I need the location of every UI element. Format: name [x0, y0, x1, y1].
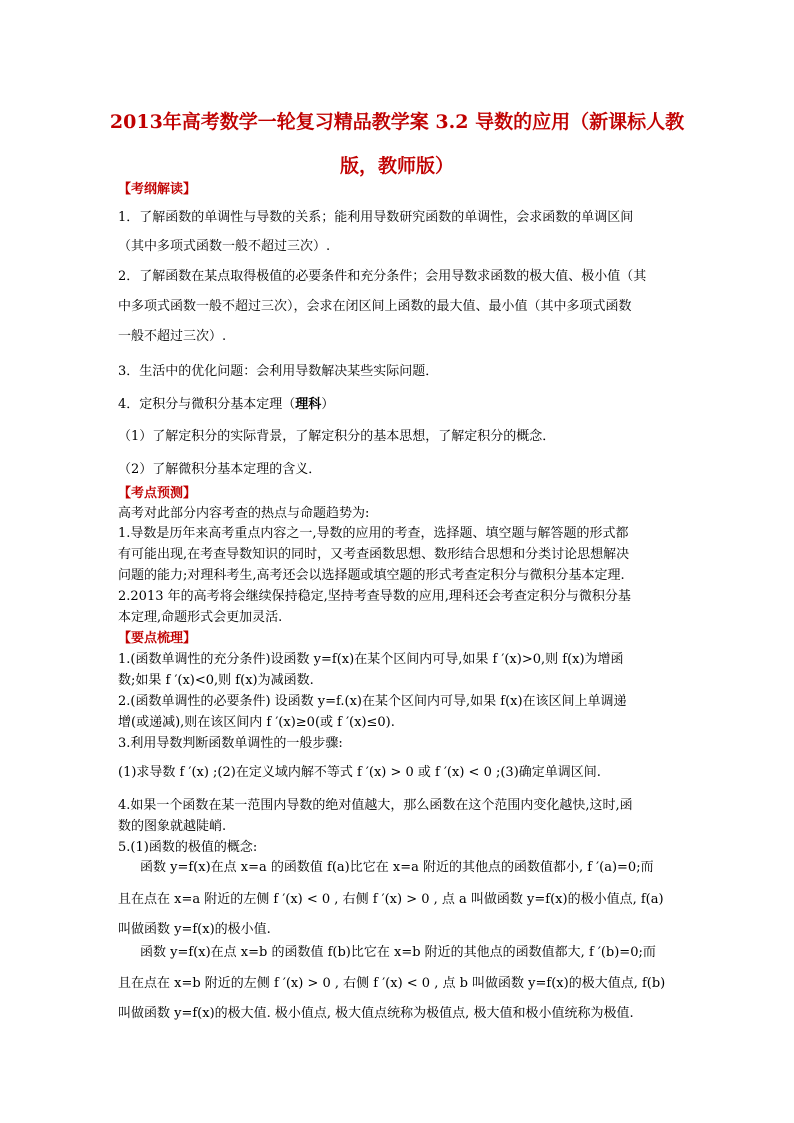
- forecast-line-1: 高考对此部分内容考查的热点与命题趋势为:: [118, 506, 370, 521]
- syllabus-item-1-line-1: 1．了解函数的单调性与导数的关系；能利用导数研究函数的单调性，会求函数的单调区间: [118, 210, 634, 225]
- title-line-2: 版，教师版）: [339, 155, 454, 177]
- forecast-line-2: 1.导数是历年来高考重点内容之一,导数的应用的考查，选择题、填空题与解答题的形式都: [118, 526, 629, 541]
- key-point-3-steps: (1)求导数 f ′(x) ;(2)在定义域内解不等式 f ′(x) > 0 或 f ′(x) < 0 ;(3)确定单调区间.: [118, 765, 601, 780]
- syllabus-item-2-line-1: 2．了解函数在某点取得极值的必要条件和充分条件；会用导数求函数的极大值、极小值（其: [118, 269, 647, 284]
- forecast-line-4: 问题的能力;对理科考生,高考还会以选择题或填空题的形式考查定积分与微积分基本定理.: [118, 568, 625, 583]
- key-point-2-line-1: 2.(函数单调性的必要条件) 设函数 y=f.(x)在某个区间内可导,如果 f(x)在该区间上单调递: [118, 694, 627, 709]
- section-heading-syllabus: 【考纲解读】: [118, 182, 197, 197]
- syllabus-item-4: [118, 396, 698, 414]
- document-title: [100, 100, 694, 188]
- syllabus-item-4-end: ）: [321, 397, 335, 412]
- key-point-4-line-2: 数的图象就越陡峭.: [118, 819, 227, 834]
- forecast-line-5: 2.2013 年的高考将会继续保持稳定,坚持考查导数的应用,理科还会考查定积分与微积分基: [118, 589, 631, 604]
- syllabus-item-4-bold: 理科: [295, 397, 322, 412]
- syllabus-item-4-text: 4．定积分与微积分基本定理（: [118, 397, 296, 412]
- key-point-4-line-1: 4.如果一个函数在某一范围内导数的绝对值越大，那么函数在这个范围内变化越快,这时,函: [118, 798, 633, 813]
- forecast-line-3: 有可能出现,在考查导数知识的同时，又考查函数思想、数形结合思想和分类讨论思想解决: [118, 547, 630, 562]
- forecast-line-6: 本定理,命题形式会更加灵活.: [118, 610, 283, 625]
- key-point-5-minimum-line-1: 函数 y=f(x)在点 x=a 的函数值 f(a)比它在 x=a 附近的其他点的函数值都小, f ′(a)=0;而: [140, 860, 654, 875]
- key-point-5-heading: 5.(1)函数的极值的概念:: [118, 840, 258, 855]
- syllabus-item-1-line-2: （其中多项式函数一般不超过三次）.: [118, 239, 331, 254]
- syllabus-item-4-sub-2: （2）了解微积分基本定理的含义．: [118, 462, 322, 477]
- syllabus-item-4-sub-1: （1）了解定积分的实际背景，了解定积分的基本思想，了解定积分的概念．: [118, 429, 556, 444]
- section-heading-forecast: 【考点预测】: [118, 486, 197, 501]
- key-point-2-line-2: 增(或递减),则在该区间内 f ′(x)≥0(或 f ′(x)≤0).: [118, 715, 395, 730]
- key-point-5-minimum-line-2: 且在点在 x=a 附近的左侧 f ′(x) < 0 , 右侧 f ′(x) > 0 , 点 a 叫做函数 y=f(x)的极小值点, f(a): [118, 892, 664, 907]
- key-point-5-minimum-line-3: 叫做函数 y=f(x)的极小值.: [118, 922, 271, 937]
- key-point-1-line-2: 数;如果 f ′(x)<0,则 f(x)为减函数.: [118, 673, 314, 688]
- syllabus-item-2-line-2: 中多项式函数一般不超过三次），会求在闭区间上函数的最大值、最小值（其中多项式函数: [118, 299, 632, 314]
- key-point-5-maximum-line-3: 叫做函数 y=f(x)的极大值. 极小值点, 极大值点统称为极值点, 极大值和极小值统称为极值.: [118, 1006, 634, 1021]
- section-heading-key-points: 【要点梳理】: [118, 631, 197, 646]
- key-point-1-line-1: 1.(函数单调性的充分条件)设函数 y=f(x)在某个区间内可导,如果 f ′(x)>0,则 f(x)为增函: [118, 652, 624, 667]
- syllabus-item-2-line-3: 一般不超过三次）.: [118, 329, 227, 344]
- syllabus-item-3: 3．生活中的优化问题：会利用导数解决某些实际问题．: [118, 364, 439, 379]
- title-line-1: 2013年高考数学一轮复习精品教学案 3.2 导数的应用（新课标人教: [109, 111, 685, 133]
- key-point-3: 3.利用导数判断函数单调性的一般步骤:: [118, 736, 343, 751]
- key-point-5-maximum-line-1: 函数 y=f(x)在点 x=b 的函数值 f(b)比它在 x=b 附近的其他点的函数值都大, f ′(b)=0;而: [140, 945, 656, 960]
- key-point-5-maximum-line-2: 且在点在 x=b 附近的左侧 f ′(x) > 0 , 右侧 f ′(x) < 0 , 点 b 叫做函数 y=f(x)的极大值点, f(b): [118, 976, 666, 991]
